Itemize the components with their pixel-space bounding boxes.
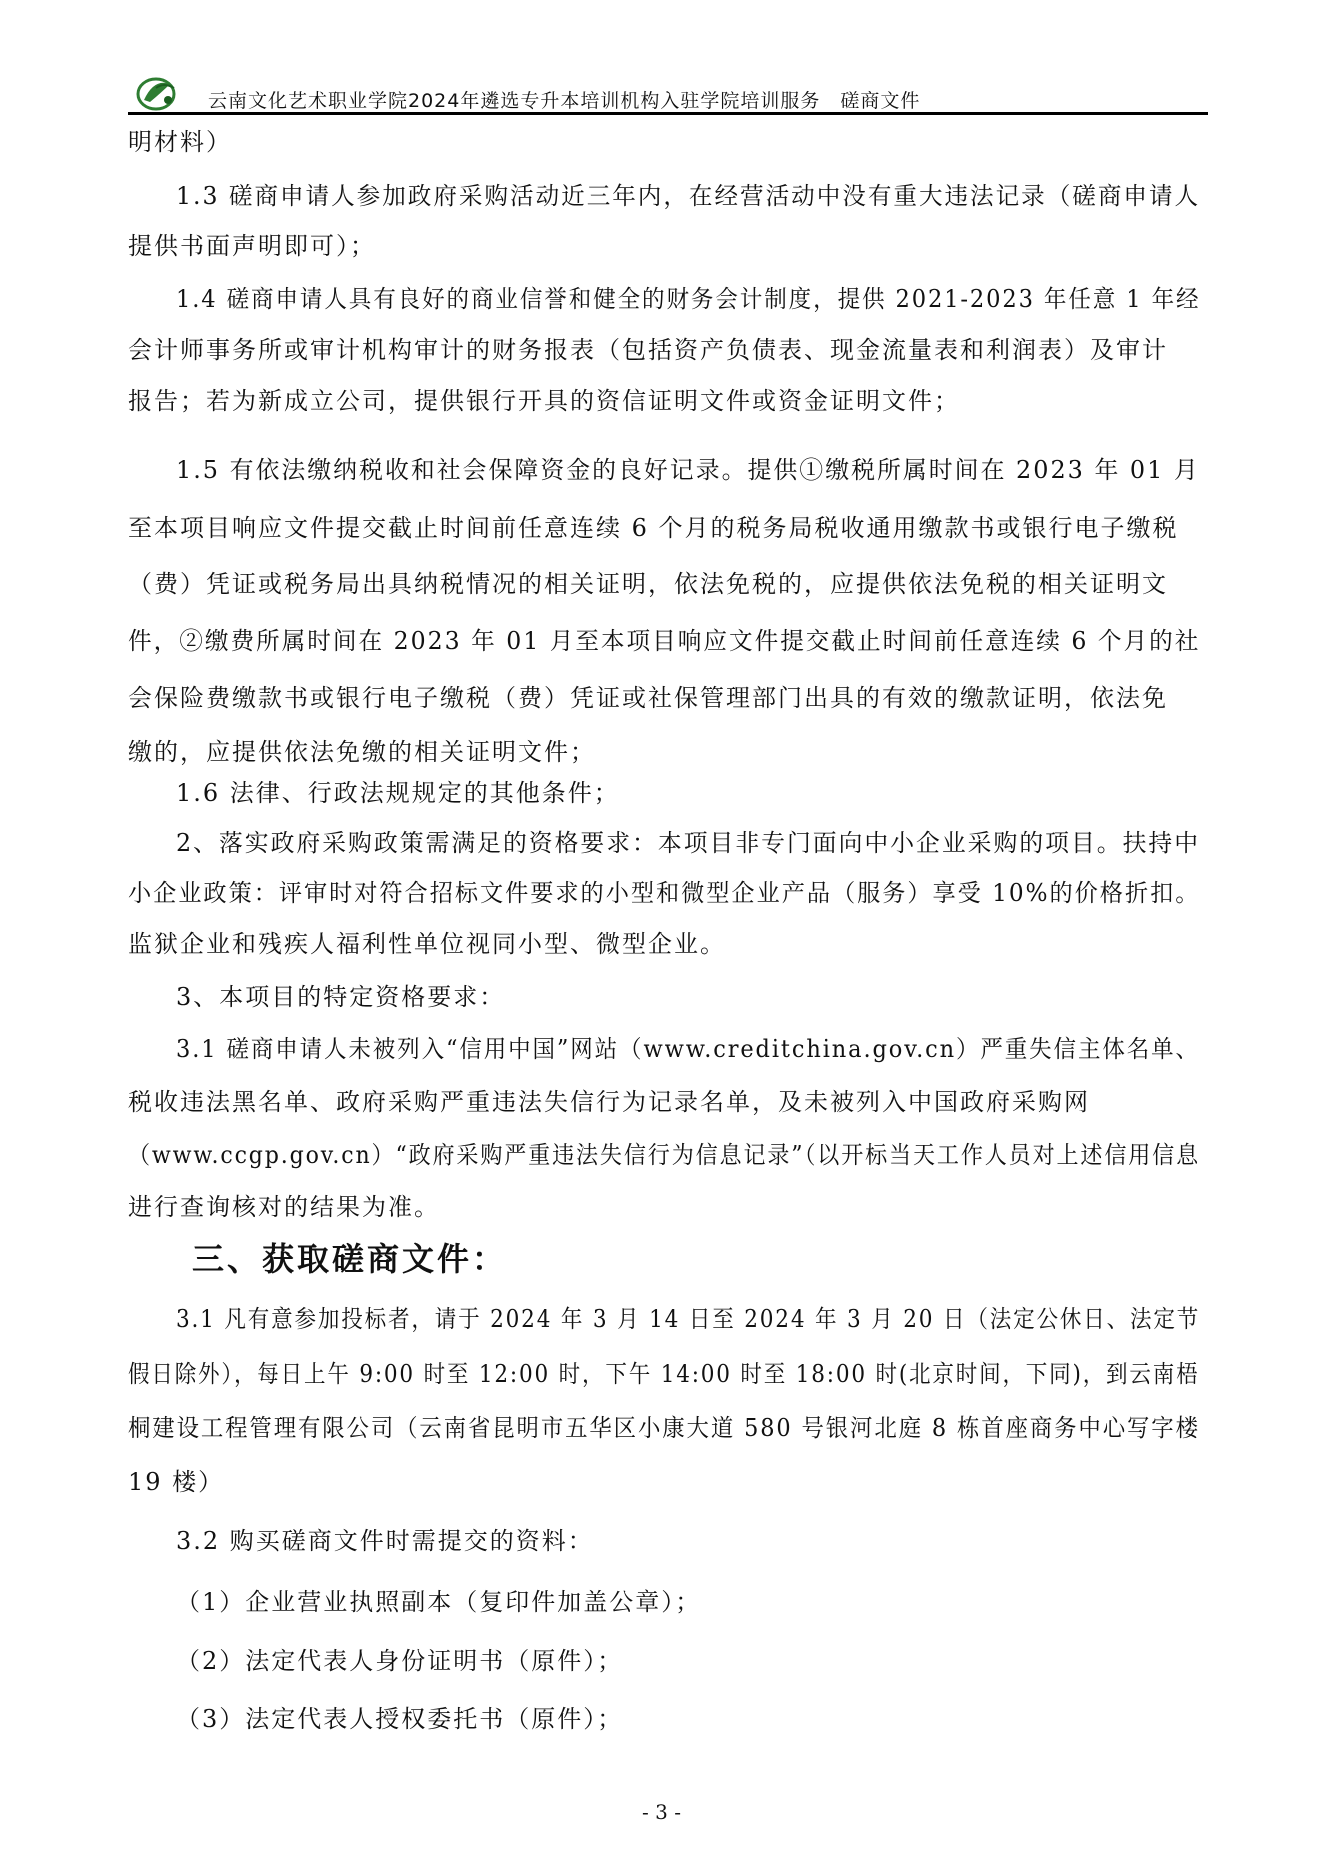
body-line: 报告；若为新成立公司，提供银行开具的资信证明文件或资金证明文件； (128, 387, 960, 415)
body-line: 会计师事务所或审计机构审计的财务报表（包括资产负债表、现金流量表和利润表）及审计 (128, 336, 1168, 364)
page-header (128, 66, 1208, 116)
list-item: （2）法定代表人身份证明书（原件）； (176, 1647, 624, 1675)
header-title: 云南文化艺术职业学院2024年遴选专升本培训机构入驻学院培训服务 磋商文件 (208, 90, 921, 112)
body-line: 小企业政策：评审时对符合招标文件要求的小型和微型企业产品（服务）享受 10%的价格折扣。 (128, 879, 1201, 907)
body-line: 3、本项目的特定资格要求： (176, 983, 506, 1011)
page-number: - 3 - (642, 1800, 681, 1824)
body-line: 监狱企业和残疾人福利性单位视同小型、微型企业。 (128, 930, 726, 958)
list-item: （3）法定代表人授权委托书（原件）； (176, 1705, 624, 1733)
body-line: 明材料） (128, 128, 232, 156)
body-line: 1.5 有依法缴纳税收和社会保障资金的良好记录。提供①缴税所属时间在 2023 年 01 月 (176, 456, 1200, 484)
body-line: 3.1 磋商申请人未被列入“信用中国”网站（www.creditchina.gov.cn）严重失信主体名单、 (176, 1035, 1200, 1063)
body-line: 件，②缴费所属时间在 2023 年 01 月至本项目响应文件提交截止时间前任意连续 6 个月的社 (128, 627, 1201, 655)
body-line: 缴的，应提供依法免缴的相关证明文件； (128, 738, 596, 766)
body-line: 19 楼） (128, 1468, 225, 1496)
body-line: （www.ccgp.gov.cn）“政府采购严重违法失信行为信息记录”（以开标当天工作人员对上述信用信息 (128, 1141, 1201, 1169)
body-line: 3.2 购买磋商文件时需提交的资料： (176, 1527, 594, 1555)
school-leaf-logo-icon (136, 74, 180, 112)
body-line: 至本项目响应文件提交截止时间前任意连续 6 个月的税务局税收通用缴款书或银行电子缴税 (128, 514, 1179, 542)
body-line: 进行查询核对的结果为准。 (128, 1193, 440, 1221)
body-line: 税收违法黑名单、政府采购严重违法失信行为记录名单，及未被列入中国政府采购网 (128, 1088, 1090, 1116)
body-line: 1.6 法律、行政法规规定的其他条件； (176, 779, 620, 807)
header-divider (128, 112, 1208, 115)
body-line: 桐建设工程管理有限公司（云南省昆明市五华区小康大道 580 号银河北庭 8 栋首座商务中心写字楼 (128, 1414, 1200, 1442)
body-line: 3.1 凡有意参加投标者，请于 2024 年 3 月 14 日至 2024 年 3 月 20 日（法定公休日、法定节 (176, 1305, 1201, 1333)
body-line: 1.3 磋商申请人参加政府采购活动近三年内，在经营活动中没有重大违法记录（磋商申请人 (176, 182, 1201, 210)
section-heading: 三、获取磋商文件： (192, 1240, 508, 1278)
body-line: 提供书面声明即可）； (128, 232, 376, 260)
body-line: 会保险费缴款书或银行电子缴税（费）凭证或社保管理部门出具的有效的缴款证明，依法免 (128, 684, 1168, 712)
body-line: （费）凭证或税务局出具纳税情况的相关证明，依法免税的，应提供依法免税的相关证明文 (128, 570, 1168, 598)
body-line: 假日除外），每日上午 9:00 时至 12:00 时，下午 14:00 时至 18:00 时(北京时间，下同)，到云南梧 (128, 1360, 1200, 1388)
body-line: 1.4 磋商申请人具有良好的商业信誉和健全的财务会计制度，提供 2021-2023 年任意 1 年经 (176, 285, 1201, 313)
body-line: 2、落实政府采购政策需满足的资格要求：本项目非专门面向中小企业采购的项目。扶持中 (176, 829, 1201, 857)
list-item: （1）企业营业执照副本（复印件加盖公章）； (176, 1588, 702, 1616)
